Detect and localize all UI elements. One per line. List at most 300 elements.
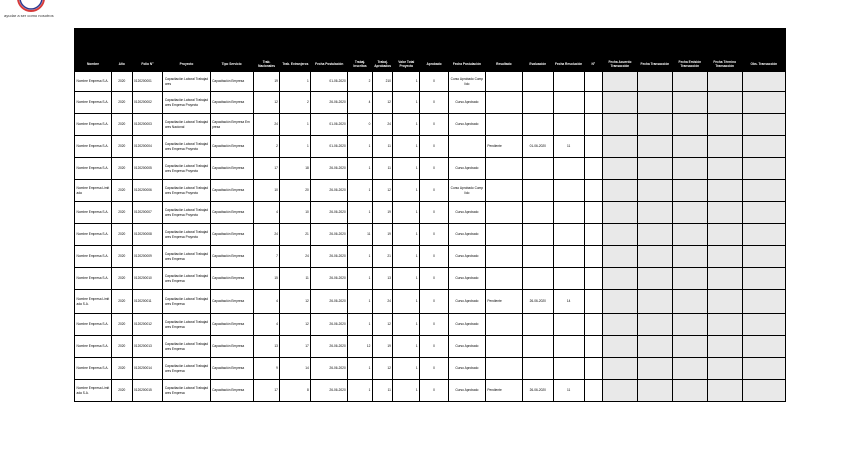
table-cell: 26-06-2020 [522, 290, 553, 314]
table-cell [672, 158, 707, 180]
table-row [75, 180, 786, 202]
table-cell [522, 268, 553, 290]
table-cell [672, 380, 707, 402]
table-cell: 1 [393, 136, 420, 158]
table-cell: Capacitación Laboral Trabajadores Empresa [163, 246, 210, 268]
table-cell: Capacitación Laboral Trabajadores Empresa [163, 290, 210, 314]
table-cell: Curso Aprobado Cumplido [448, 180, 485, 202]
table-cell: 1 [393, 268, 420, 290]
table-cell: 0120200004 [132, 136, 163, 158]
table-cell [707, 92, 742, 114]
table-cell: 19 [372, 224, 393, 246]
table-cell [637, 336, 672, 358]
table-cell: Capacitación Laboral Trabajadores Empresa Proyecto [163, 158, 210, 180]
table-cell: 1 [393, 380, 420, 402]
table-cell: 17 [253, 380, 280, 402]
table-cell: 14 [280, 358, 311, 380]
table-cell: Curso Aprobado [448, 336, 485, 358]
table-cell [485, 314, 522, 336]
table-cell [553, 224, 584, 246]
table-cell: Capacitación Laboral Trabajadores Nacional [163, 114, 210, 136]
table-cell: 01-06-2020 [311, 136, 348, 158]
table-cell: 0 [348, 114, 373, 136]
table-cell: 19 [253, 72, 280, 92]
table-cell [584, 380, 602, 402]
table-cell [672, 290, 707, 314]
table-cell [602, 380, 637, 402]
table-cell: 0 [420, 202, 449, 224]
column-header: Evaluación [522, 57, 553, 72]
table-cell: 26-06-2020 [311, 314, 348, 336]
table-cell: 17 [280, 336, 311, 358]
table-cell: 26-06-2020 [311, 92, 348, 114]
data-table-container [74, 28, 786, 402]
table-cell: 0120200012 [132, 314, 163, 336]
table-cell: 24 [372, 114, 393, 136]
table-cell [742, 224, 785, 246]
table-cell: Nombre Empresa S.A. [75, 202, 112, 224]
table-cell [584, 268, 602, 290]
table-cell [584, 314, 602, 336]
org-caption: ayudar a ser como nosotros [4, 13, 54, 18]
table-cell: 26-06-2020 [311, 380, 348, 402]
table-cell: 0 [420, 268, 449, 290]
table-cell: 26-06-2020 [311, 180, 348, 202]
table-cell [553, 358, 584, 380]
table-cell [522, 336, 553, 358]
table-cell: Curso Aprobado Cumplido [448, 72, 485, 92]
table-cell [485, 92, 522, 114]
table-cell [707, 158, 742, 180]
table-row [75, 380, 786, 402]
table-cell: 2020 [111, 358, 132, 380]
table-cell: 11 [372, 158, 393, 180]
table-cell: Capacitación Empresa [210, 202, 253, 224]
table-cell: 17 [253, 158, 280, 180]
column-header: Fecha Acuerdo Transacción [602, 57, 637, 72]
table-cell: 0 [420, 290, 449, 314]
table-cell: 19 [372, 336, 393, 358]
table-row [75, 290, 786, 314]
table-cell [553, 72, 584, 92]
table-cell: 24 [372, 290, 393, 314]
table-cell: Pendiente [485, 380, 522, 402]
table-cell [672, 314, 707, 336]
table-cell [742, 314, 785, 336]
table-row [75, 92, 786, 114]
table-cell [672, 336, 707, 358]
table-cell: 2020 [111, 114, 132, 136]
table-cell [485, 268, 522, 290]
table-cell [637, 314, 672, 336]
table-cell: Capacitación Laboral Trabajadores Empresa Proyecto [163, 92, 210, 114]
table-cell [637, 92, 672, 114]
column-header: Fecha Resolución [553, 57, 584, 72]
table-cell: Nombre Empresa Limitada [75, 180, 112, 202]
table-cell [707, 336, 742, 358]
table-cell [584, 114, 602, 136]
table-cell: Capacitación Laboral Trabajadores Empresa [163, 380, 210, 402]
table-cell: Capacitación Laboral Trabajadores Empresa [163, 336, 210, 358]
column-header: Fecha Emisión Transacción [672, 57, 707, 72]
table-row [75, 72, 786, 92]
table-cell: 12 [372, 314, 393, 336]
table-cell [602, 290, 637, 314]
table-cell: Nombre Empresa S.A. [75, 92, 112, 114]
table-cell [584, 224, 602, 246]
table-cell: 14 [553, 290, 584, 314]
table-cell: 2 [253, 136, 280, 158]
table-cell: 1 [393, 224, 420, 246]
table-cell [602, 358, 637, 380]
table-cell [522, 358, 553, 380]
table-cell: Curso Aprobado [448, 246, 485, 268]
table-cell: 2020 [111, 336, 132, 358]
table-cell: Curso Aprobado [448, 114, 485, 136]
table-cell: 1 [280, 72, 311, 92]
table-cell [637, 224, 672, 246]
table-cell [742, 336, 785, 358]
table-cell: 8 [280, 380, 311, 402]
table-cell [672, 202, 707, 224]
table-cell: 1 [393, 290, 420, 314]
table-row [75, 158, 786, 180]
table-cell: Curso Aprobado [448, 92, 485, 114]
table-cell: 10 [280, 202, 311, 224]
table-cell [584, 246, 602, 268]
table-cell [584, 202, 602, 224]
table-cell: Nombre Empresa S.A. [75, 72, 112, 92]
table-cell [602, 114, 637, 136]
table-cell: 0 [420, 158, 449, 180]
table-cell: 2020 [111, 158, 132, 180]
table-cell [742, 158, 785, 180]
table-cell: 01-06-2020 [311, 114, 348, 136]
table-row [75, 246, 786, 268]
table-cell: 4 [253, 202, 280, 224]
table-cell: 210 [372, 72, 393, 92]
table-cell: 1 [393, 246, 420, 268]
table-cell [602, 180, 637, 202]
table-cell: 2020 [111, 136, 132, 158]
column-header: Trabaj. Inscritos [348, 57, 373, 72]
table-row [75, 268, 786, 290]
table-cell [707, 246, 742, 268]
table-cell [522, 158, 553, 180]
table-cell [448, 136, 485, 158]
table-cell [584, 92, 602, 114]
table-cell [485, 158, 522, 180]
table-cell: 26-06-2020 [522, 380, 553, 402]
table-cell: 1 [393, 314, 420, 336]
table-cell [742, 114, 785, 136]
table-cell [707, 136, 742, 158]
table-cell: 13 [253, 336, 280, 358]
table-cell: Curso Aprobado [448, 202, 485, 224]
table-cell [742, 358, 785, 380]
table-cell: 0120200013 [132, 336, 163, 358]
logo [0, 0, 70, 20]
table-cell: 01-06-2020 [522, 136, 553, 158]
table-cell [485, 336, 522, 358]
table-cell [584, 290, 602, 314]
table-cell [485, 246, 522, 268]
table-cell: 26-06-2020 [311, 336, 348, 358]
table-cell: 0120200005 [132, 158, 163, 180]
column-header: Aprobado [420, 57, 449, 72]
table-cell: 0 [420, 114, 449, 136]
table-cell [602, 268, 637, 290]
table-cell: 11 [553, 136, 584, 158]
table-cell [672, 246, 707, 268]
table-cell: Curso Aprobado [448, 268, 485, 290]
column-header: Año [111, 57, 132, 72]
table-cell [742, 136, 785, 158]
table-cell: 12 [372, 358, 393, 380]
table-cell: 0120200014 [132, 358, 163, 380]
table-cell: 26-06-2020 [311, 202, 348, 224]
table-cell [672, 358, 707, 380]
table-cell [553, 246, 584, 268]
table-cell: Capacitación Empresa [210, 314, 253, 336]
table-cell [672, 224, 707, 246]
table-cell [602, 92, 637, 114]
table-cell: Curso Aprobado [448, 314, 485, 336]
table-cell [602, 336, 637, 358]
table-cell: Capacitación Laboral Trabajadores Empresa [163, 268, 210, 290]
table-cell: Curso Aprobado [448, 224, 485, 246]
table-row [75, 202, 786, 224]
table-cell [707, 180, 742, 202]
table-cell: Nombre Empresa S.A. [75, 136, 112, 158]
column-header: Fecha Término Transacción [707, 57, 742, 72]
table-cell: 2020 [111, 180, 132, 202]
column-header: Resultado [485, 57, 522, 72]
table-cell: 1 [393, 202, 420, 224]
table-cell: 0 [420, 180, 449, 202]
table-cell: 26-06-2020 [311, 158, 348, 180]
table-cell [553, 336, 584, 358]
table-cell: 0 [420, 246, 449, 268]
table-cell: 1 [280, 136, 311, 158]
table-title-band [74, 28, 786, 56]
column-header: Fecha Transacción [637, 57, 672, 72]
table-cell: 12 [348, 336, 373, 358]
table-cell [672, 268, 707, 290]
table-cell [522, 72, 553, 92]
table-row [75, 224, 786, 246]
table-cell: 0 [420, 72, 449, 92]
table-cell: Nombre Empresa S.A. [75, 246, 112, 268]
table-cell: Capacitación Empresa [210, 336, 253, 358]
table-cell: 11 [280, 268, 311, 290]
table-cell [602, 72, 637, 92]
table-cell [672, 114, 707, 136]
table-cell: Nombre Empresa Limitada S.A. [75, 380, 112, 402]
table-cell [522, 314, 553, 336]
table-cell [602, 202, 637, 224]
table-cell: 2020 [111, 268, 132, 290]
table-cell: 11 [553, 380, 584, 402]
table-cell [637, 202, 672, 224]
column-header: Valor Total Proyecto [393, 57, 420, 72]
table-cell: Nombre Empresa S.A. [75, 224, 112, 246]
table-cell: 24 [253, 224, 280, 246]
table-cell: 26-06-2020 [311, 268, 348, 290]
table-cell [707, 202, 742, 224]
table-cell: 2020 [111, 246, 132, 268]
table-cell [602, 158, 637, 180]
table-cell: 0120200015 [132, 380, 163, 402]
table-cell: 2 [348, 72, 373, 92]
table-cell: 19 [372, 202, 393, 224]
table-cell: Capacitación Laboral Trabajadores Empresa Proyecto [163, 224, 210, 246]
column-header: Obs. Transacción [742, 57, 785, 72]
table-cell: 21 [372, 246, 393, 268]
table-cell [485, 358, 522, 380]
table-row [75, 314, 786, 336]
table-cell [707, 358, 742, 380]
table-cell [707, 314, 742, 336]
table-cell: 21 [280, 224, 311, 246]
column-header: N° [584, 57, 602, 72]
table-row [75, 114, 786, 136]
table-cell [485, 202, 522, 224]
table-cell: Capacitación Empresa [210, 290, 253, 314]
table-cell: Capacitación Empresa [210, 268, 253, 290]
table-cell: 10 [253, 180, 280, 202]
table-cell [707, 290, 742, 314]
table-cell: Capacitación Empresa Empresa [210, 114, 253, 136]
table-cell [485, 180, 522, 202]
table-cell [742, 268, 785, 290]
table-cell: Capacitación Laboral Trabajadores Empresa Proyecto [163, 180, 210, 202]
table-cell: Capacitación Empresa [210, 246, 253, 268]
table-cell: Capacitación Laboral Trabajadores [163, 72, 210, 92]
table-cell: 2020 [111, 202, 132, 224]
table-cell [672, 92, 707, 114]
table-cell [707, 114, 742, 136]
table-cell: Nombre Empresa S.A. [75, 358, 112, 380]
table-cell [672, 180, 707, 202]
table-cell: Curso Aprobado [448, 380, 485, 402]
table-cell: 26-06-2020 [311, 224, 348, 246]
table-cell: Capacitación Laboral Trabajadores Empresa Proyecto [163, 136, 210, 158]
table-cell [584, 336, 602, 358]
table-cell [637, 72, 672, 92]
table-cell: 2020 [111, 92, 132, 114]
table-cell: 0120200001 [132, 72, 163, 92]
table-cell: 2020 [111, 224, 132, 246]
column-header: Trabaj. Aprobados [372, 57, 393, 72]
table-cell: 2020 [111, 380, 132, 402]
table-cell [522, 202, 553, 224]
table-cell: 0 [420, 380, 449, 402]
table-cell [602, 246, 637, 268]
table-cell: 26-06-2020 [311, 246, 348, 268]
table-cell [485, 114, 522, 136]
table-cell: Nombre Empresa S.A. [75, 336, 112, 358]
table-cell: 0120200002 [132, 92, 163, 114]
table-cell: Pendiente [485, 290, 522, 314]
table-cell: 12 [280, 290, 311, 314]
table-cell [553, 268, 584, 290]
table-cell [602, 224, 637, 246]
table-cell: 20 [280, 180, 311, 202]
table-cell [742, 380, 785, 402]
table-cell [553, 114, 584, 136]
table-cell [637, 290, 672, 314]
table-cell: 26-06-2020 [311, 290, 348, 314]
table-cell: 0 [420, 136, 449, 158]
table-cell [672, 136, 707, 158]
table-cell: 0120200011 [132, 290, 163, 314]
table-cell: 24 [253, 114, 280, 136]
column-header: Fecha Postulación [311, 57, 348, 72]
data-table [74, 56, 786, 402]
table-cell: 1 [393, 358, 420, 380]
table-cell: Pendiente [485, 136, 522, 158]
table-cell: Capacitación Laboral Trabajadores Empresa [163, 314, 210, 336]
table-cell: 1 [348, 290, 373, 314]
table-cell [637, 158, 672, 180]
table-cell: 26-06-2020 [311, 358, 348, 380]
table-cell: 1 [393, 336, 420, 358]
table-cell: 1 [348, 158, 373, 180]
table-cell: Capacitación Empresa [210, 180, 253, 202]
table-cell: 1 [348, 268, 373, 290]
table-cell: 11 [372, 136, 393, 158]
table-cell: Capacitación Empresa [210, 224, 253, 246]
table-cell: 0120200006 [132, 180, 163, 202]
table-cell [553, 158, 584, 180]
table-cell [707, 224, 742, 246]
table-cell: 0 [420, 336, 449, 358]
table-cell [602, 136, 637, 158]
table-cell: Capacitación Empresa [210, 158, 253, 180]
table-cell: 1 [348, 246, 373, 268]
table-cell: 12 [372, 92, 393, 114]
table-cell: 1 [393, 158, 420, 180]
table-cell: 1 [348, 202, 373, 224]
table-cell: 2020 [111, 314, 132, 336]
table-header-row [75, 57, 786, 72]
table-cell: 12 [372, 180, 393, 202]
table-row [75, 336, 786, 358]
table-cell: 15 [253, 268, 280, 290]
table-cell: 7 [253, 246, 280, 268]
table-cell: 0 [420, 358, 449, 380]
table-cell: 1 [348, 180, 373, 202]
table-cell [522, 92, 553, 114]
table-cell: 2020 [111, 290, 132, 314]
table-cell [522, 224, 553, 246]
column-header: Tipo Servicio [210, 57, 253, 72]
table-cell: 4 [348, 92, 373, 114]
table-cell: 1 [393, 72, 420, 92]
table-cell: 11 [348, 224, 373, 246]
table-cell [553, 202, 584, 224]
table-cell: 1 [393, 180, 420, 202]
table-cell [553, 180, 584, 202]
table-cell: 0 [420, 224, 449, 246]
table-cell: 1 [280, 114, 311, 136]
table-cell: Nombre Empresa S.A. [75, 268, 112, 290]
table-cell: Nombre Empresa S.A. [75, 158, 112, 180]
table-cell: 0 [420, 92, 449, 114]
table-cell: Nombre Empresa S.A. [75, 114, 112, 136]
table-cell: Capacitación Empresa [210, 92, 253, 114]
